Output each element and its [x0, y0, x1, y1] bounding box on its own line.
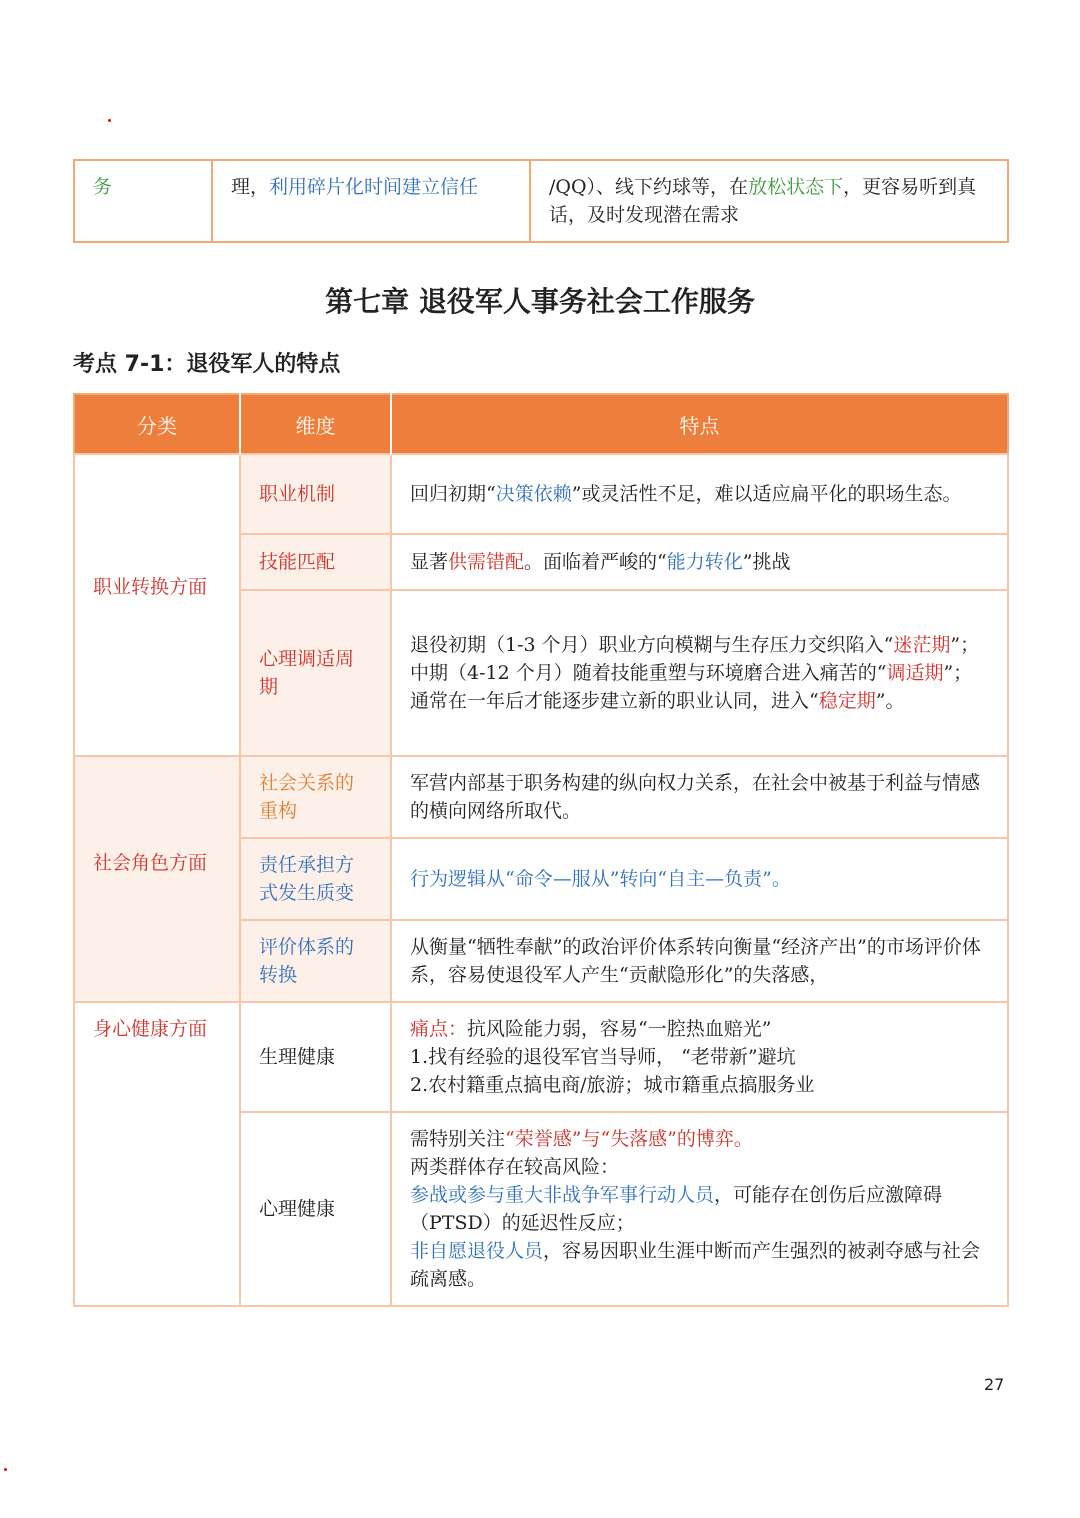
category-career: 职业转换方面 [74, 454, 240, 756]
category-social: 社会角色方面 [74, 756, 240, 1002]
dimension-cell: 职业机制 [240, 454, 391, 534]
characteristic-cell: 从衡量“牺牲奉献”的政治评价体系转向衡量“经济产出”的市场评价体系，容易使退役军人产生“贡献隐形化”的失落感， [391, 920, 1008, 1002]
chapter-title: 第七章 退役军人事务社会工作服务 [325, 285, 755, 318]
table-row [74, 1002, 1008, 1112]
dimension-cell: 责任承担方式发生质变 [240, 838, 391, 920]
dimension-cell: 心理健康 [240, 1112, 391, 1306]
category-health: 身心健康方面 [74, 1002, 240, 1306]
dimension-cell: 技能匹配 [240, 534, 391, 590]
table-cell: 务 [93, 176, 113, 198]
table-row [74, 454, 1008, 534]
header-dimension: 维度 [240, 394, 391, 454]
stray-dot [4, 1468, 7, 1471]
characteristic-cell: 回归初期“决策依赖”或灵活性不足，难以适应扁平化的职场生态。 [391, 454, 1008, 534]
dimension-cell: 心理调适周期 [240, 590, 391, 756]
veteran-characteristics-table [73, 393, 1009, 1307]
exam-point-heading: 考点 7-1：退役军人的特点 [73, 352, 341, 377]
header-category: 分类 [74, 394, 240, 454]
stray-dot [108, 119, 111, 122]
table-cell: 理，利用碎片化时间建立信任 [212, 160, 530, 242]
characteristic-cell: 需特别关注“荣誉感”与“失落感”的博弈。 两类群体存在较高风险： 参战或参与重大非战争军事行动人员，可能存在创伤后应激障碍（PTSD）的延迟性反应； 非自愿退役人员，容易因职业生涯中断而产生强烈的被剥夺感与社会疏离感。 [391, 1112, 1008, 1306]
characteristic-cell: 行为逻辑从“命令—服从”转向“自主—负责”。 [391, 838, 1008, 920]
characteristic-cell: 痛点：抗风险能力弱，容易“一腔热血赔光” 1.找有经验的退役军官当导师， “老带新”避坑 2.农村籍重点搞电商/旅游；城市籍重点搞服务业 [391, 1002, 1008, 1112]
previous-table-fragment [73, 159, 1009, 243]
dimension-cell: 社会关系的重构 [240, 756, 391, 838]
table-cell: /QQ）、线下约球等，在放松状态下，更容易听到真话，及时发现潜在需求 [530, 160, 1008, 242]
table-header-row [74, 394, 1008, 454]
characteristic-cell: 显著供需错配。面临着严峻的“能力转化”挑战 [391, 534, 1008, 590]
dimension-cell: 评价体系的转换 [240, 920, 391, 1002]
page-number: 27 [984, 1375, 1005, 1394]
table-row [74, 756, 1008, 838]
characteristic-cell: 退役初期（1-3 个月）职业方向模糊与生存压力交织陷入“迷茫期”； 中期（4-12 个月）随着技能重塑与环境磨合进入痛苦的“调适期”； 通常在一年后才能逐步建立新的职业认同，进入“稳定期”。 [391, 590, 1008, 756]
header-characteristics: 特点 [391, 394, 1008, 454]
dimension-cell: 生理健康 [240, 1002, 391, 1112]
table-row [74, 160, 1008, 242]
characteristic-cell: 军营内部基于职务构建的纵向权力关系，在社会中被基于利益与情感的横向网络所取代。 [391, 756, 1008, 838]
